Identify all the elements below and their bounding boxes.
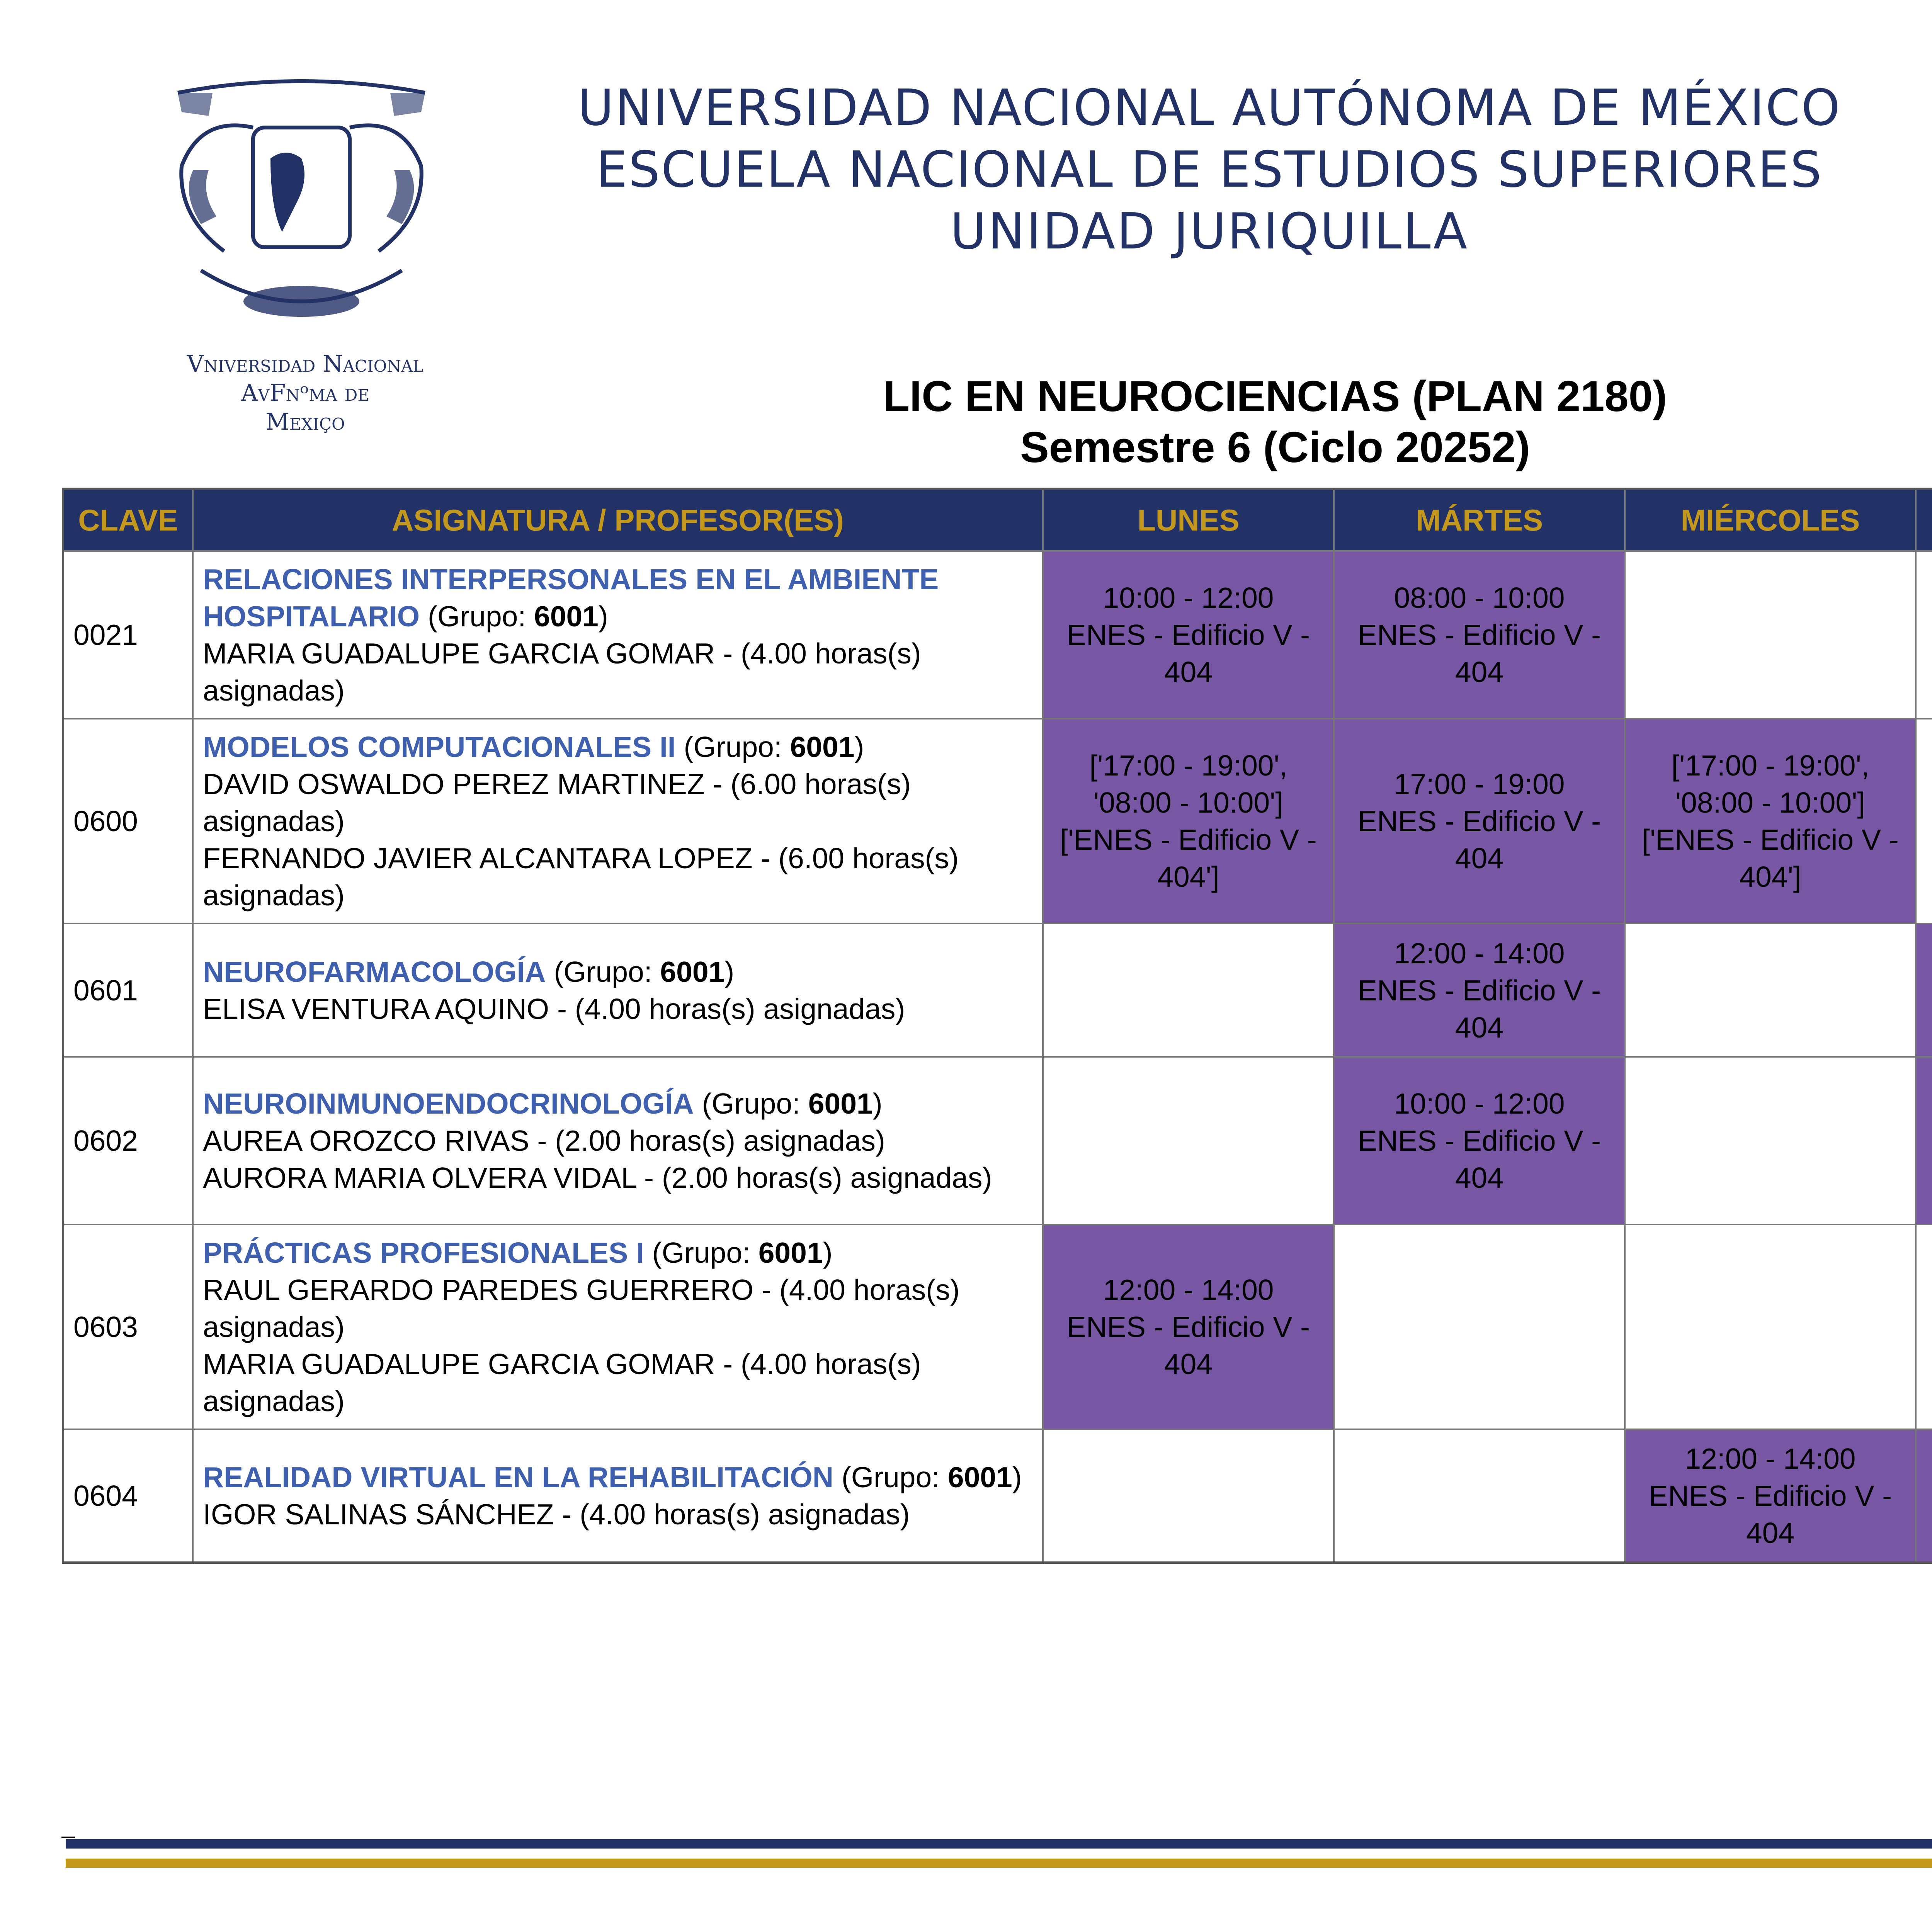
slot-location: ENES - Edificio V - 404: [1357, 805, 1601, 874]
col-header-jueves: [1916, 489, 1932, 551]
professor-line: RAUL GERARDO PAREDES GUERRERO - (4.00 horas(s) asignadas): [203, 1274, 960, 1343]
slot-location: [1926, 1477, 1932, 1551]
unam-seal-left: [155, 70, 448, 340]
slot-location: [1926, 1122, 1932, 1196]
slot-miercoles: [1625, 551, 1916, 719]
group-suffix: ): [854, 731, 864, 763]
slot-lunes: [1043, 551, 1334, 719]
slot-martes: [1334, 719, 1625, 923]
seal-left-caption: [147, 350, 464, 437]
cell-asignatura: [193, 1429, 1043, 1563]
slot-location: ENES - Edificio V - 404: [1357, 1124, 1601, 1194]
table-row: [63, 551, 1932, 719]
slot-location: ['ENES - Edificio V - 404']: [1060, 823, 1317, 893]
slot-time: 10:00 - 12:00: [1394, 1087, 1565, 1120]
slot-time: 08:00 - 10:00: [1394, 582, 1565, 614]
cell-clave: 0601: [63, 923, 193, 1057]
course-name: RELACIONES INTERPERSONALES EN EL AMBIENTE HOSPITALARIO: [203, 563, 939, 633]
slot-time: 10:00 - 12:00: [1103, 582, 1274, 614]
col-header-lunes: LUNES: [1043, 489, 1334, 551]
course-line: [203, 1085, 1033, 1122]
course-line: [203, 728, 1033, 765]
cell-asignatura: [193, 1057, 1043, 1225]
group-number: 6001: [947, 1461, 1012, 1493]
professor-line: FERNANDO JAVIER ALCANTARA LOPEZ - (6.00 horas(s) asignadas): [203, 842, 959, 912]
slot-time: ['17:00 - 19:00', '08:00 - 10:00']: [1089, 749, 1287, 819]
university-name: UNIVERSIDAD NACIONAL AUTÓNOMA DE MÉXICO: [577, 79, 1842, 137]
slot-martes: [1334, 551, 1625, 719]
school-name: ESCUELA NACIONAL DE ESTUDIOS SUPERIORES: [596, 141, 1823, 199]
course-line: [203, 1234, 1033, 1271]
course-name: NEUROINMUNOENDOCRINOLOGÍA: [203, 1087, 694, 1120]
slot-location: ENES - Edificio V - 404: [1066, 1311, 1310, 1380]
table-row: [63, 1057, 1932, 1225]
semester-subtitle: Semestre 6 (Ciclo 20252): [1020, 423, 1530, 472]
professor-line: MARIA GUADALUPE GARCIA GOMAR - (4.00 horas(s) asignadas): [203, 637, 921, 707]
slot-lunes: [1043, 1225, 1334, 1429]
cell-clave: 0604: [63, 1429, 193, 1563]
slot-location: ['ENES - Edificio V - 404']: [1642, 823, 1899, 893]
group-prefix: (Grupo:: [644, 1236, 759, 1269]
schedule-table: [62, 488, 1932, 1564]
slot-miercoles: [1625, 1057, 1916, 1225]
group-suffix: ): [1012, 1461, 1022, 1493]
course-name: MODELOS COMPUTACIONALES II: [203, 731, 676, 763]
seal-caption-line: AvFnᵒma de: [241, 379, 369, 406]
schedule-body: [63, 551, 1932, 1563]
cell-clave: 0603: [63, 1225, 193, 1429]
group-suffix: ): [724, 955, 735, 988]
slot-time: 17:00 - 19:00: [1394, 768, 1565, 800]
slot-martes: [1334, 1225, 1625, 1429]
university-header: [572, 77, 1847, 263]
professor-line: ELISA VENTURA AQUINO - (4.00 horas(s) asignadas): [203, 992, 905, 1025]
group-prefix: (Grupo:: [833, 1461, 948, 1493]
slot-lunes: [1043, 719, 1334, 923]
slot-martes: [1334, 1057, 1625, 1225]
table-header-row: [63, 489, 1932, 551]
col-header-miercoles: MIÉRCOLES: [1625, 489, 1916, 551]
cell-asignatura: [193, 551, 1043, 719]
cell-asignatura: [193, 1225, 1043, 1429]
col-header-asignatura: ASIGNATURA / PROFESOR(ES): [193, 489, 1043, 551]
table-row: [63, 1429, 1932, 1563]
slot-jueves: [1916, 1057, 1932, 1225]
group-prefix: (Grupo:: [546, 955, 660, 988]
slot-jueves: [1916, 551, 1932, 719]
slot-martes: [1334, 923, 1625, 1057]
group-suffix: ): [598, 600, 608, 633]
seal-caption-line: Mexiço: [265, 408, 345, 435]
col-header-clave: CLAVE: [63, 489, 193, 551]
slot-jueves: [1916, 923, 1932, 1057]
footer-bar-gold: [66, 1859, 1932, 1868]
slot-time: 12:00 - 14:00: [1685, 1442, 1856, 1475]
cell-asignatura: [193, 719, 1043, 923]
professor-line: MARIA GUADALUPE GARCIA GOMAR - (4.00 horas(s) asignadas): [203, 1348, 921, 1417]
slot-location: ENES - Edificio V - 404: [1066, 619, 1310, 688]
cell-clave: 0600: [63, 719, 193, 923]
program-title: LIC EN NEUROCIENCIAS (PLAN 2180): [883, 372, 1667, 420]
course-line: [203, 1459, 1033, 1496]
course-line: [203, 953, 1033, 990]
slot-location: ENES - Edificio V - 404: [1648, 1480, 1892, 1549]
course-line: [203, 561, 1033, 635]
col-header-martes: MÁRTES: [1334, 489, 1625, 551]
professor-line: AUREA OROZCO RIVAS - (2.00 horas(s) asignadas): [203, 1124, 885, 1157]
footer-dash: _: [62, 1813, 75, 1838]
cell-asignatura: [193, 923, 1043, 1057]
group-number: 6001: [758, 1236, 823, 1269]
cell-clave: 0602: [63, 1057, 193, 1225]
professor-line: AURORA MARIA OLVERA VIDAL - (2.00 horas(s) asignadas): [203, 1162, 992, 1194]
slot-location: [1926, 972, 1932, 1046]
slot-miercoles: [1625, 923, 1916, 1057]
group-number: 6001: [660, 955, 725, 988]
slot-time: 12:00 - 14:00: [1394, 937, 1565, 969]
slot-jueves: [1916, 719, 1932, 923]
seal-caption-line: Vniverſidad Nacional: [187, 350, 424, 378]
group-number: 6001: [790, 731, 855, 763]
slot-time: [1926, 1085, 1932, 1122]
course-name: NEUROFARMACOLOGÍA: [203, 955, 546, 988]
slot-miercoles: [1625, 719, 1916, 923]
slot-time: 12:00 - 14:00: [1103, 1274, 1274, 1306]
slot-time: ['17:00 - 19:00', '08:00 - 10:00']: [1671, 749, 1869, 819]
table-row: [63, 923, 1932, 1057]
slot-time: [1926, 935, 1932, 972]
group-prefix: (Grupo:: [420, 600, 534, 633]
slot-lunes: [1043, 1429, 1334, 1563]
slot-location: ENES - Edificio V - 404: [1357, 974, 1601, 1044]
campus-name: UNIDAD JURIQUILLA: [950, 203, 1469, 260]
group-suffix: ): [823, 1236, 833, 1269]
slot-lunes: [1043, 923, 1334, 1057]
professor-line: DAVID OSWALDO PEREZ MARTINEZ - (6.00 horas(s) asignadas): [203, 768, 911, 837]
slot-lunes: [1043, 1057, 1334, 1225]
slot-location: ENES - Edificio V - 404: [1357, 619, 1601, 688]
slot-miercoles: [1625, 1225, 1916, 1429]
group-prefix: (Grupo:: [675, 731, 790, 763]
course-name: REALIDAD VIRTUAL EN LA REHABILITACIÓN: [203, 1461, 833, 1493]
slot-time: [1926, 1440, 1932, 1477]
slot-jueves: [1916, 1429, 1932, 1563]
document-title-block: [580, 371, 1932, 473]
group-suffix: ): [872, 1087, 883, 1120]
group-prefix: (Grupo:: [694, 1087, 808, 1120]
table-row: [63, 719, 1932, 923]
group-number: 6001: [808, 1087, 873, 1120]
professor-line: IGOR SALINAS SÁNCHEZ - (4.00 horas(s) asignadas): [203, 1498, 910, 1531]
table-row: [63, 1225, 1932, 1429]
footer-bar-navy: [66, 1839, 1932, 1849]
cell-clave: 0021: [63, 551, 193, 719]
course-name: PRÁCTICAS PROFESIONALES I: [203, 1236, 644, 1269]
slot-miercoles: [1625, 1429, 1916, 1563]
group-number: 6001: [534, 600, 599, 633]
slot-martes: [1334, 1429, 1625, 1563]
slot-jueves: [1916, 1225, 1932, 1429]
